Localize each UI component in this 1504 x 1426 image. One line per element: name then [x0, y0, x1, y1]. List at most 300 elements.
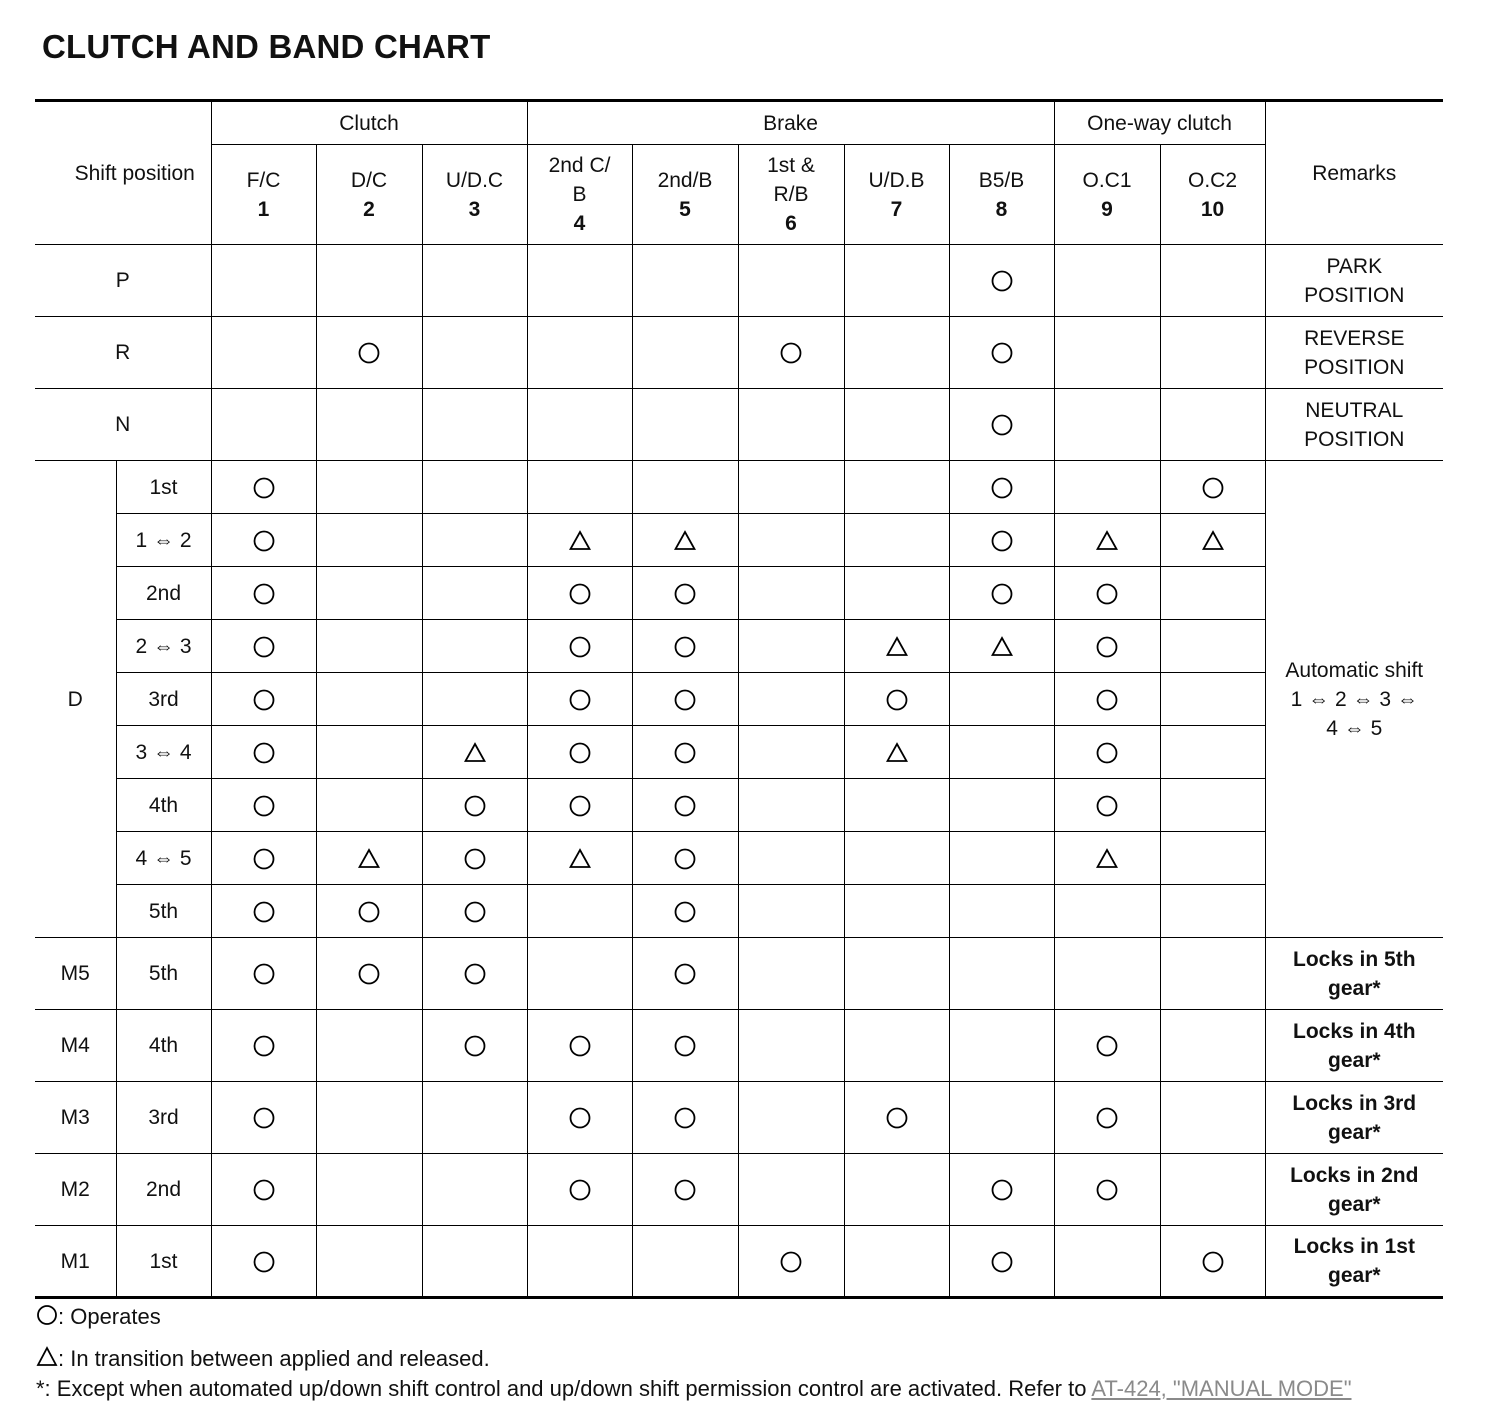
circle-icon	[886, 689, 908, 711]
status-cell	[422, 673, 527, 726]
column-number: 6	[785, 212, 797, 235]
status-cell	[844, 832, 949, 885]
status-cell	[1054, 1010, 1160, 1082]
circle-icon	[464, 795, 486, 817]
status-cell	[527, 1010, 632, 1082]
status-cell	[738, 1010, 844, 1082]
circle-icon	[991, 1251, 1013, 1273]
table-row	[35, 726, 1443, 779]
status-cell	[1160, 885, 1265, 938]
table-row	[35, 779, 1443, 832]
status-cell	[527, 832, 632, 885]
legend-transition	[36, 1346, 490, 1374]
manual-mode-reference-link[interactable]: AT-424, "MANUAL MODE"	[1091, 1376, 1352, 1401]
status-cell	[527, 885, 632, 938]
clutch-group-header: Clutch	[211, 101, 527, 145]
gear-label: 3 ⇔ 4	[116, 726, 211, 779]
column-name: U/D.B	[868, 168, 925, 192]
column-name: U/D.C	[445, 168, 504, 192]
status-cell	[738, 779, 844, 832]
circle-icon	[36, 1304, 58, 1332]
status-cell	[211, 461, 316, 514]
shift-label: M4	[35, 1010, 116, 1082]
status-cell	[949, 514, 1054, 567]
remark-cell: Locks in 1st gear*	[1265, 1226, 1443, 1298]
table-row	[35, 885, 1443, 938]
table-row	[35, 245, 1443, 317]
status-cell	[632, 673, 738, 726]
status-cell	[844, 514, 949, 567]
status-cell	[211, 832, 316, 885]
status-cell	[844, 726, 949, 779]
status-cell	[527, 779, 632, 832]
status-cell	[316, 461, 422, 514]
status-cell	[949, 461, 1054, 514]
status-cell	[738, 620, 844, 673]
column-number: 5	[679, 197, 691, 221]
status-cell	[844, 938, 949, 1010]
status-cell	[1160, 1154, 1265, 1226]
column-number: 1	[257, 197, 270, 221]
circle-icon	[886, 1107, 908, 1129]
status-cell	[211, 885, 316, 938]
circle-icon	[464, 901, 486, 923]
status-cell	[422, 1082, 527, 1154]
triangle-icon	[36, 1346, 58, 1374]
table-row	[35, 1082, 1443, 1154]
remark-cell: NEUTRAL POSITION	[1265, 389, 1443, 461]
circle-icon	[253, 901, 275, 923]
status-cell	[527, 673, 632, 726]
shift-label: P	[35, 245, 211, 317]
status-cell	[422, 1154, 527, 1226]
status-cell	[949, 832, 1054, 885]
clutch-band-table	[35, 99, 1443, 1299]
triangle-icon	[674, 530, 696, 552]
legend-operates-text: : Operates	[58, 1304, 161, 1329]
shift-label: D	[35, 461, 116, 938]
status-cell	[316, 1226, 422, 1298]
status-cell	[844, 1010, 949, 1082]
status-cell	[1054, 832, 1160, 885]
gear-label: 3rd	[116, 673, 211, 726]
circle-icon	[674, 1035, 696, 1057]
circle-icon	[253, 1251, 275, 1273]
table-row	[35, 620, 1443, 673]
remark-cell: Automatic shift 1 ⇔ 2 ⇔ 3 ⇔ 4 ⇔ 5	[1265, 461, 1443, 938]
status-cell	[316, 245, 422, 317]
status-cell	[949, 1154, 1054, 1226]
circle-icon	[253, 636, 275, 658]
status-cell	[316, 514, 422, 567]
status-cell	[1054, 620, 1160, 673]
gear-label: 5th	[116, 938, 211, 1010]
circle-icon	[358, 901, 380, 923]
status-cell	[632, 461, 738, 514]
triangle-icon	[1096, 530, 1118, 552]
table-row	[35, 389, 1443, 461]
status-cell	[422, 726, 527, 779]
status-cell	[738, 885, 844, 938]
circle-icon	[253, 689, 275, 711]
triangle-icon	[991, 636, 1013, 658]
table-row	[35, 514, 1443, 567]
status-cell	[1054, 885, 1160, 938]
legend-transition-text: : In transition between applied and released.	[58, 1346, 490, 1371]
status-cell	[1160, 389, 1265, 461]
column-header-1	[211, 145, 316, 245]
status-cell	[527, 938, 632, 1010]
status-cell	[632, 620, 738, 673]
status-cell	[422, 620, 527, 673]
triangle-icon	[464, 742, 486, 764]
circle-icon	[1202, 1251, 1224, 1273]
shift-label: M3	[35, 1082, 116, 1154]
column-name: 2nd/B	[657, 168, 713, 192]
gear-label: 4th	[116, 779, 211, 832]
status-cell	[844, 461, 949, 514]
circle-icon	[464, 1035, 486, 1057]
status-cell	[949, 673, 1054, 726]
status-cell	[632, 885, 738, 938]
status-cell	[844, 620, 949, 673]
circle-icon	[569, 1107, 591, 1129]
column-header-7	[844, 145, 949, 245]
status-cell	[422, 514, 527, 567]
brake-group-header: Brake	[527, 101, 1054, 145]
status-cell	[422, 1226, 527, 1298]
status-cell	[949, 317, 1054, 389]
status-cell	[1160, 317, 1265, 389]
status-cell	[738, 1154, 844, 1226]
status-cell	[1160, 620, 1265, 673]
remarks-header: Remarks	[1265, 101, 1443, 245]
status-cell	[316, 938, 422, 1010]
status-cell	[1160, 461, 1265, 514]
gear-label: 4th	[116, 1010, 211, 1082]
circle-icon	[991, 1179, 1013, 1201]
table-row	[35, 832, 1443, 885]
circle-icon	[1096, 583, 1118, 605]
status-cell	[422, 832, 527, 885]
status-cell	[1054, 938, 1160, 1010]
circle-icon	[674, 795, 696, 817]
status-cell	[632, 1226, 738, 1298]
status-cell	[316, 673, 422, 726]
status-cell	[316, 620, 422, 673]
column-number: 2	[363, 197, 375, 221]
status-cell	[211, 1154, 316, 1226]
status-cell	[1054, 726, 1160, 779]
gear-label: 4 ⇔ 5	[116, 832, 211, 885]
circle-icon	[991, 477, 1013, 499]
status-cell	[211, 1082, 316, 1154]
shift-position-header	[35, 101, 211, 245]
circle-icon	[674, 583, 696, 605]
status-cell	[527, 726, 632, 779]
circle-icon	[1096, 1179, 1118, 1201]
status-cell	[211, 1226, 316, 1298]
status-cell	[1054, 461, 1160, 514]
circle-icon	[569, 583, 591, 605]
status-cell	[949, 1010, 1054, 1082]
column-header-5	[632, 145, 738, 245]
circle-icon	[253, 1107, 275, 1129]
status-cell	[632, 514, 738, 567]
status-cell	[844, 245, 949, 317]
circle-icon	[1096, 742, 1118, 764]
status-cell	[1160, 1010, 1265, 1082]
status-cell	[844, 1082, 949, 1154]
circle-icon	[1096, 1035, 1118, 1057]
oneway-group-header: One-way clutch	[1054, 101, 1265, 145]
status-cell	[1054, 1082, 1160, 1154]
gear-label: 1st	[116, 1226, 211, 1298]
status-cell	[211, 938, 316, 1010]
circle-icon	[1096, 689, 1118, 711]
status-cell	[632, 317, 738, 389]
shift-label: M2	[35, 1154, 116, 1226]
status-cell	[1160, 567, 1265, 620]
status-cell	[738, 461, 844, 514]
status-cell	[527, 461, 632, 514]
status-cell	[949, 885, 1054, 938]
table-row	[35, 1154, 1443, 1226]
shift-label: M5	[35, 938, 116, 1010]
status-cell	[632, 938, 738, 1010]
status-cell	[844, 1226, 949, 1298]
status-cell	[1160, 832, 1265, 885]
circle-icon	[569, 1035, 591, 1057]
status-cell	[316, 779, 422, 832]
status-cell	[316, 885, 422, 938]
status-cell	[1054, 389, 1160, 461]
status-cell	[632, 245, 738, 317]
status-cell	[1160, 673, 1265, 726]
gear-label: 1 ⇔ 2	[116, 514, 211, 567]
circle-icon	[569, 636, 591, 658]
status-cell	[527, 620, 632, 673]
status-cell	[422, 885, 527, 938]
status-cell	[1160, 938, 1265, 1010]
circle-icon	[358, 342, 380, 364]
status-cell	[422, 938, 527, 1010]
status-cell	[422, 567, 527, 620]
triangle-icon	[569, 848, 591, 870]
column-name: F/C	[246, 168, 281, 192]
status-cell	[527, 245, 632, 317]
circle-icon	[1202, 477, 1224, 499]
column-number: 4	[573, 212, 586, 235]
column-header-9	[1054, 145, 1160, 245]
triangle-icon	[886, 636, 908, 658]
legend-footnote	[36, 1376, 1352, 1402]
status-cell	[527, 1154, 632, 1226]
status-cell	[738, 726, 844, 779]
circle-icon	[1096, 636, 1118, 658]
status-cell	[738, 938, 844, 1010]
status-cell	[844, 317, 949, 389]
circle-icon	[253, 1035, 275, 1057]
page-title: CLUTCH AND BAND CHART	[42, 28, 491, 65]
status-cell	[1160, 1226, 1265, 1298]
status-cell	[211, 245, 316, 317]
table-row	[35, 567, 1443, 620]
circle-icon	[253, 477, 275, 499]
status-cell	[949, 567, 1054, 620]
status-cell	[316, 832, 422, 885]
triangle-icon	[1202, 530, 1224, 552]
status-cell	[211, 726, 316, 779]
circle-icon	[569, 742, 591, 764]
status-cell	[949, 938, 1054, 1010]
status-cell	[1160, 514, 1265, 567]
circle-icon	[674, 963, 696, 985]
circle-icon	[253, 530, 275, 552]
status-cell	[844, 389, 949, 461]
circle-icon	[358, 963, 380, 985]
table-row	[35, 938, 1443, 1010]
status-cell	[1054, 1226, 1160, 1298]
status-cell	[527, 514, 632, 567]
shift-position-label: Shift position	[74, 161, 195, 185]
triangle-icon	[1096, 848, 1118, 870]
column-header-6	[738, 145, 844, 245]
circle-icon	[253, 742, 275, 764]
table-row	[35, 1226, 1443, 1298]
circle-icon	[1096, 1107, 1118, 1129]
status-cell	[422, 317, 527, 389]
table-row	[35, 1010, 1443, 1082]
status-cell	[316, 1082, 422, 1154]
status-cell	[422, 245, 527, 317]
status-cell	[949, 389, 1054, 461]
status-cell	[316, 1154, 422, 1226]
status-cell	[316, 567, 422, 620]
circle-icon	[991, 342, 1013, 364]
column-name: 1st & R/B	[767, 154, 815, 206]
footnote-text: *: Except when automated up/down shift control and up/down shift permission control are activated. Refer to	[36, 1376, 1092, 1401]
status-cell	[211, 567, 316, 620]
status-cell	[632, 779, 738, 832]
column-name: D/C	[350, 168, 388, 192]
status-cell	[527, 317, 632, 389]
circle-icon	[674, 1107, 696, 1129]
status-cell	[632, 832, 738, 885]
status-cell	[527, 1082, 632, 1154]
column-name: 2nd C/ B	[548, 154, 611, 206]
remark-cell: Locks in 4th gear*	[1265, 1010, 1443, 1082]
circle-icon	[569, 1179, 591, 1201]
status-cell	[949, 245, 1054, 317]
remark-cell: Locks in 5th gear*	[1265, 938, 1443, 1010]
gear-label: 1st	[116, 461, 211, 514]
status-cell	[211, 1010, 316, 1082]
shift-label: R	[35, 317, 211, 389]
remark-cell: Locks in 2nd gear*	[1265, 1154, 1443, 1226]
circle-icon	[253, 795, 275, 817]
legend-operates	[36, 1304, 161, 1332]
circle-icon	[253, 963, 275, 985]
shift-label: M1	[35, 1226, 116, 1298]
circle-icon	[569, 795, 591, 817]
table-row	[35, 461, 1443, 514]
status-cell	[1054, 514, 1160, 567]
status-cell	[1054, 567, 1160, 620]
circle-icon	[780, 1251, 802, 1273]
status-cell	[949, 620, 1054, 673]
circle-icon	[1096, 795, 1118, 817]
status-cell	[844, 567, 949, 620]
triangle-icon	[886, 742, 908, 764]
circle-icon	[253, 583, 275, 605]
column-header-4	[527, 145, 632, 245]
status-cell	[949, 1082, 1054, 1154]
circle-icon	[780, 342, 802, 364]
circle-icon	[674, 636, 696, 658]
status-cell	[738, 832, 844, 885]
status-cell	[1054, 779, 1160, 832]
circle-icon	[253, 848, 275, 870]
status-cell	[1160, 245, 1265, 317]
circle-icon	[464, 963, 486, 985]
circle-icon	[991, 583, 1013, 605]
status-cell	[527, 1226, 632, 1298]
status-cell	[632, 1154, 738, 1226]
status-cell	[1054, 245, 1160, 317]
status-cell	[211, 673, 316, 726]
status-cell	[632, 726, 738, 779]
status-cell	[211, 317, 316, 389]
gear-label: 3rd	[116, 1082, 211, 1154]
status-cell	[738, 245, 844, 317]
status-cell	[844, 779, 949, 832]
status-cell	[1160, 779, 1265, 832]
table-row	[35, 673, 1443, 726]
status-cell	[949, 1226, 1054, 1298]
status-cell	[527, 567, 632, 620]
shift-label: N	[35, 389, 211, 461]
status-cell	[738, 1226, 844, 1298]
status-cell	[316, 389, 422, 461]
status-cell	[422, 389, 527, 461]
status-cell	[844, 885, 949, 938]
status-cell	[1054, 1154, 1160, 1226]
status-cell	[422, 461, 527, 514]
status-cell	[527, 389, 632, 461]
column-name: B5/B	[978, 168, 1025, 192]
circle-icon	[674, 689, 696, 711]
status-cell	[316, 726, 422, 779]
gear-label: 2 ⇔ 3	[116, 620, 211, 673]
status-cell	[422, 779, 527, 832]
status-cell	[949, 779, 1054, 832]
status-cell	[844, 1154, 949, 1226]
status-cell	[632, 567, 738, 620]
triangle-icon	[358, 848, 380, 870]
status-cell	[738, 317, 844, 389]
status-cell	[211, 389, 316, 461]
status-cell	[1160, 726, 1265, 779]
status-cell	[738, 389, 844, 461]
column-number: 10	[1200, 197, 1225, 221]
status-cell	[738, 514, 844, 567]
status-cell	[738, 673, 844, 726]
status-cell	[211, 514, 316, 567]
column-header-8	[949, 145, 1054, 245]
gear-label: 2nd	[116, 1154, 211, 1226]
status-cell	[1054, 673, 1160, 726]
